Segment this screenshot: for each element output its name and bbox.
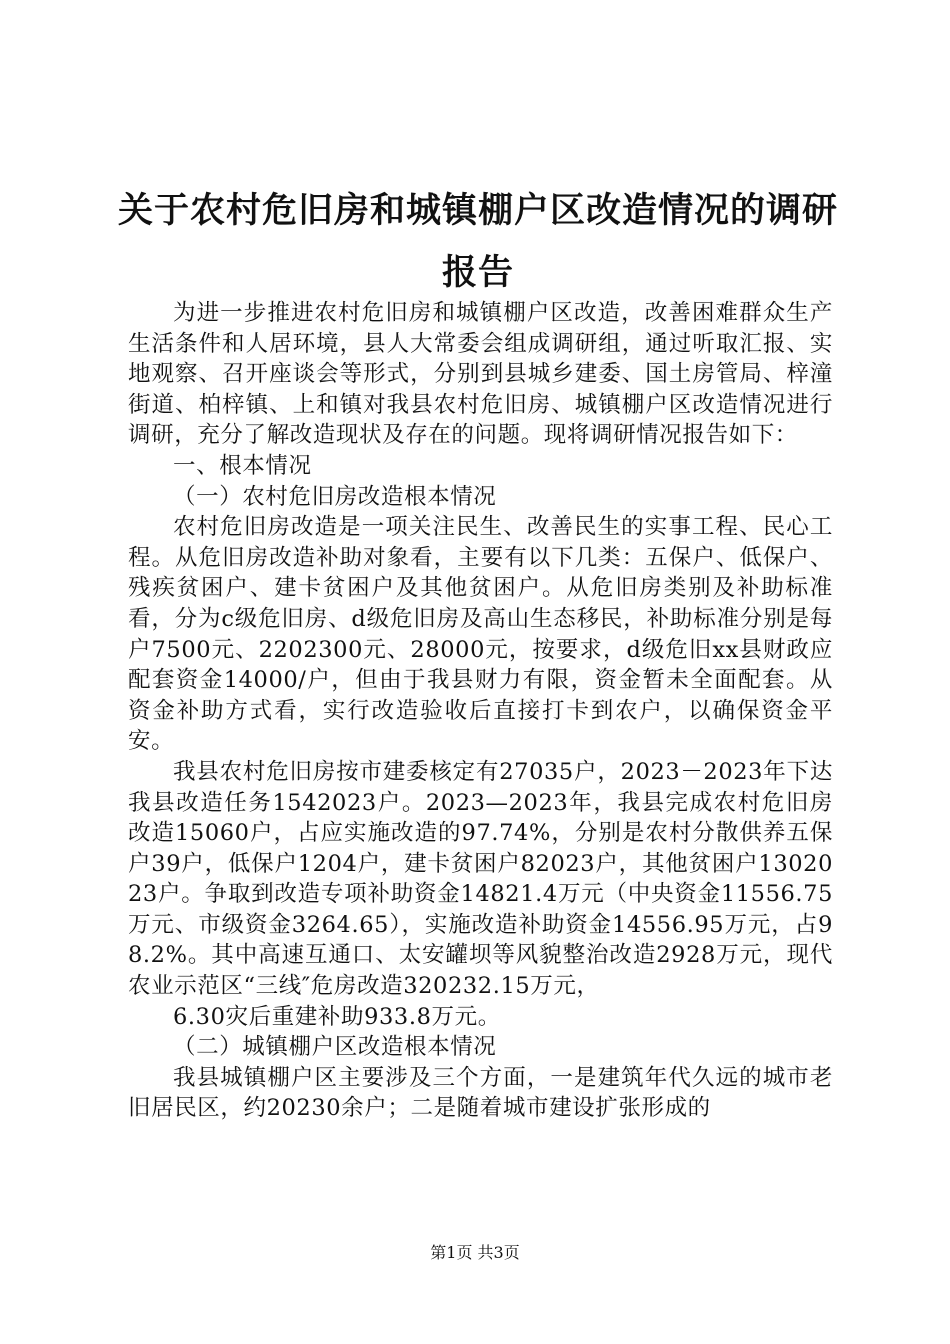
subsection-heading-2: （二）城镇棚户区改造根本情况	[173, 1034, 497, 1061]
body-paragraph-1: 农村危旧房改造是一项关注民生、改善民生的实事工程、民心工程。从危旧房改造补助对象看，主要有以下几类：五保户、低保户、残疾贫困户、建卡贫困户及其他贫困户。从危旧房类别及补助标准看，分为c级危旧房、d级危旧房及高山生态移民，补助标准分别是每户7500元、2202300元、28000元，按要求，d级危旧xx县财政应配套资金14000/户，但由于我县财力有限，资金暂未全面配套。从资金补助方式看，实行改造验收后直接打卡到农户，以确保资金平安。	[128, 514, 833, 755]
page-footer: 第1页 共3页	[430, 1243, 520, 1262]
subsection-heading-1: （一）农村危旧房改造根本情况	[173, 483, 497, 510]
body-paragraph-4: 我县城镇棚户区主要涉及三个方面，一是建筑年代久远的城市老旧居民区，约20230余户；二是随着城市建设扩张形成的	[128, 1064, 833, 1122]
section-heading-1: 一、根本情况	[173, 452, 312, 479]
document-body	[128, 298, 833, 1124]
body-paragraph-3: 6.30灾后重建补助933.8万元。	[173, 1003, 501, 1030]
intro-paragraph: 为进一步推进农村危旧房和城镇棚户区改造，改善困难群众生产生活条件和人居环境，县人大常委会组成调研组，通过听取汇报、实地观察、召开座谈会等形式，分别到县城乡建委、国土房管局、梓潼街道、柏梓镇、上和镇对我县农村危旧房、城镇棚户区改造情况进行调研，充分了解改造现状及存在的问题。现将调研情况报告如下：	[128, 300, 833, 449]
body-paragraph-2: 我县农村危旧房按市建委核定有27035户，2023－2023年下达我县改造任务1542023户。2023—2023年，我县完成农村危旧房改造15060户，占应实施改造的97.74%，分别是农村分散供养五保户39户，低保户1204户，建卡贫困户82023户，其他贫困户1302023户。争取到改造专项补助资金14821.4万元（中央资金11556.75万元、市级资金3264.65），实施改造补助资金14556.95万元，占98.2%。其中高速互通口、太安罐坝等风貌整治改造2928万元，现代农业示范区“三线″危房改造320232.15万元，	[128, 758, 833, 1000]
document-title: 关于农村危旧房和城镇棚户区改造情况的调研报告	[118, 191, 839, 293]
